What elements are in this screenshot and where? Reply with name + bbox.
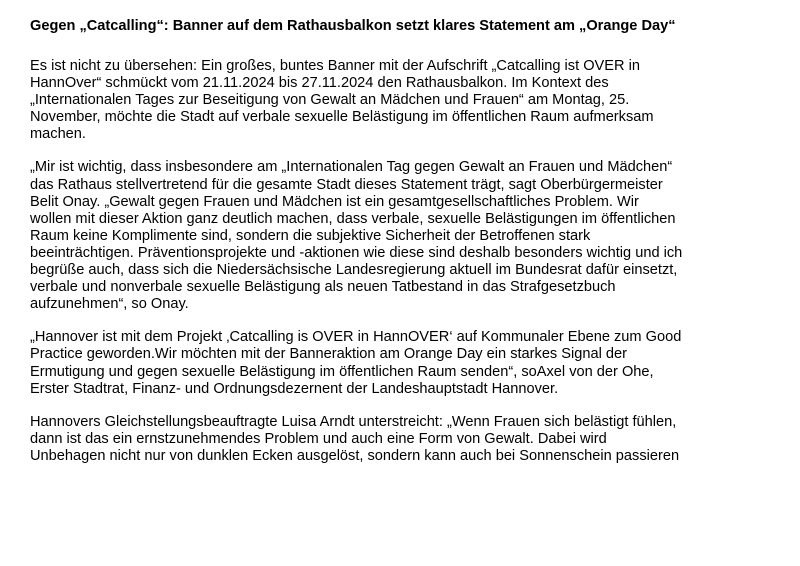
paragraph-intro: Es ist nicht zu übersehen: Ein großes, buntes Banner mit der Aufschrift „Catcalling ist OVER in HannOver“ schmückt vom 21.11.2024 bis 27.11.2024 den Rathausbalkon. Im Kontext des „Internationalen Tages zur Beseitigung von Gewalt an Mädchen und Frauen“ am Montag, 25. November, möchte die Stadt auf verbale sexuelle Belästigung im öffentlichen Raum aufmerksam machen. — [30, 58, 654, 143]
document-page — [30, 18, 790, 481]
paragraph-equality-officer-quote: Hannovers Gleichstellungsbeauftragte Luisa Arndt unterstreicht: „Wenn Frauen sich belästigt fühlen, dann ist das ein ernstzunehmendes Problem und auch eine Form von Gewalt. Dabei wird Unbehagen nicht nur von dunklen Ecken ausgelöst, sondern kann auch bei Sonnenschein passieren — [30, 413, 680, 464]
paragraph-mayor-quote: „Mir ist wichtig, dass insbesondere am „Internationalen Tag gegen Gewalt an Frauen und Mädchen“ das Rathaus stellvertretend für die gesamte Stadt dieses Statement trägt, sagt Oberbürgermeister Belit Onay. „Gewalt gegen Frauen und Mädchen ist ein gesamtgesellschaftliches Problem. Wir wollen mit dieser Aktion ganz deutlich machen, dass verbale, sexuelle Belästigungen im öffentlichen Raum keine Komplimente sind, sondern die subjektive Sicherheit der Betroffenen stark beeinträchtigen. Präventionsprojekte und -aktionen wie diese sind deshalb besonders wichtig und ich begrüße auch, dass sich die Niedersächsische Landesregierung aktuell im Bundesrat dafür einsetzt, verbale und nonverbale sexuelle Belästigung als neuen Tatbestand in das Strafgesetzbuch aufzunehmen“, so Onay. — [30, 159, 683, 313]
document-title: Gegen „Catcalling“: Banner auf dem Rathausbalkon setzt klares Statement am „Orange Day“ — [30, 18, 676, 34]
paragraph-city-councillor-quote: „Hannover ist mit dem Projekt ‚Catcalling is OVER in HannOVER‘ auf Kommunaler Ebene zum Good Practice geworden.Wir möchten mit der Banneraktion am Orange Day ein starkes Signal der Ermutigung und gegen sexuelle Belästigung im öffentlichen Raum senden“, soAxel von der Ohe, Erster Stadtrat, Finanz- und Ordnungsdezernent der Landeshauptstadt Hannover. — [30, 329, 682, 397]
